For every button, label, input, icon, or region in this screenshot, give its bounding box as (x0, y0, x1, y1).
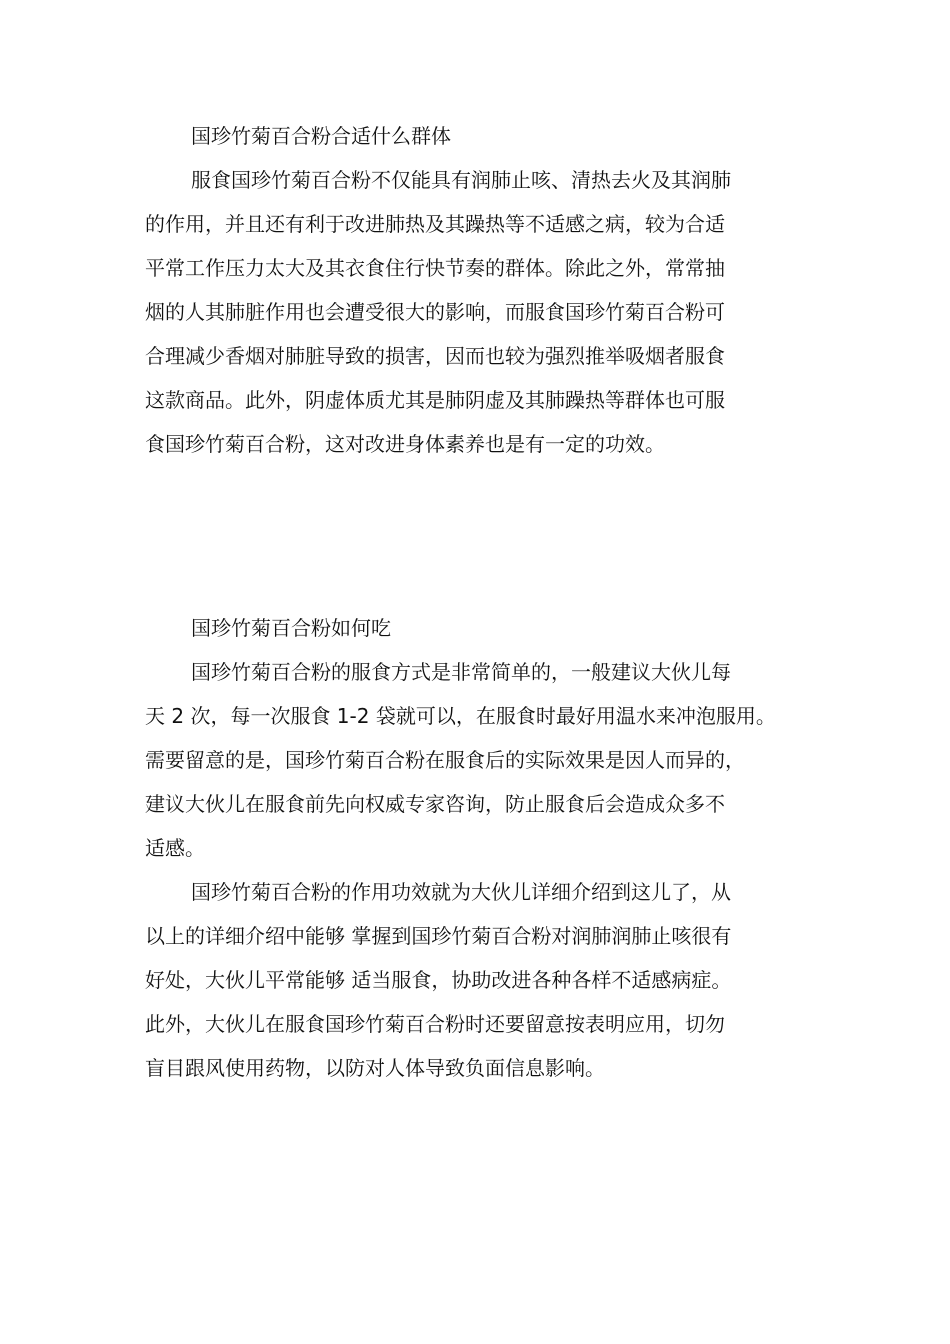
body-paragraph: 国珍竹菊百合粉的作用功效就为大伙儿详细介绍到这儿了，从 以上的详细介绍中能够 掌握到国珍竹菊百合粉对润肺润肺止咳很有 好处，大伙儿平常能够 适当服食，协助改进各种各样不适感病症。 此外，大伙儿在服食国珍竹菊百合粉时还要留意按表明应用，切勿 盲目跟风使用药物，以防对人体导致负面信息影响。 (145, 880, 732, 1080)
body-paragraph: 国珍竹菊百合粉的服食方式是非常简单的，一般建议大伙儿每 天 2 次，每一次服食 1-2 袋就可以，在服食时最好用温水来冲泡服用。 需要留意的是，国珍竹菊百合粉在服食后的实际效果是因人而异的， 建议大伙儿在服食前先向权威专家咨询，防止服食后会造成众多不 适感。 (145, 660, 776, 860)
section-heading: 国珍竹菊百合粉合适什么群体 (191, 124, 451, 148)
section-how-to-eat (145, 606, 815, 1090)
body-paragraph: 服食国珍竹菊百合粉不仅能具有润肺止咳、清热去火及其润肺 的作用，并且还有利于改进肺热及其躁热等不适感之病，较为合适 平常工作压力太大及其衣食住行快节奏的群体。除此之外，常常抽 烟的人其肺脏作用也会遭受很大的影响，而服食国珍竹菊百合粉可 合理减少香烟对肺脏导致的损害，因而也较为强烈推举吸烟者服食 这款商品。此外，阴虚体质尤其是肺阴虚及其肺躁热等群体也可服 食国珍竹菊百合粉，这对改进身体素养也是有一定的功效。 (145, 168, 731, 456)
section-heading: 国珍竹菊百合粉如何吃 (191, 616, 391, 640)
section-suitable-groups (145, 114, 815, 466)
